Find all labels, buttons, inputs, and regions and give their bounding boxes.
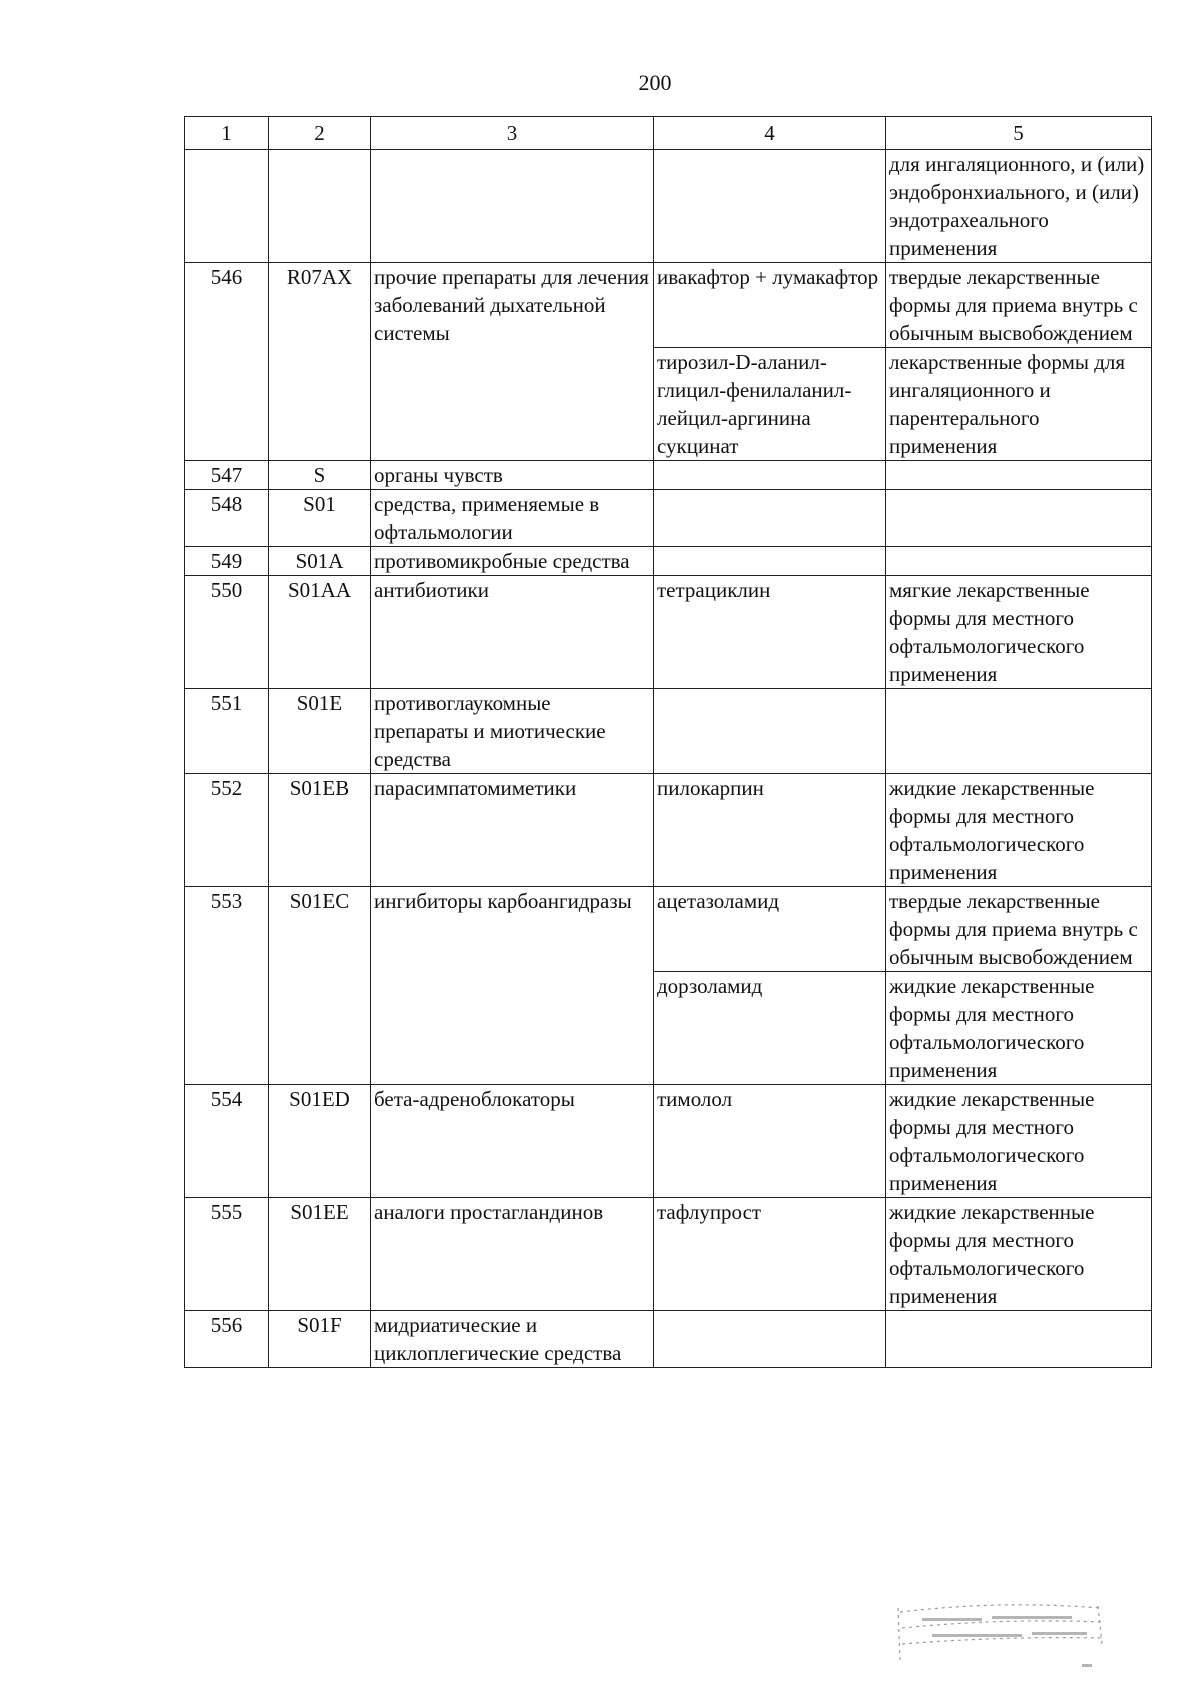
dosage-form-cell: жидкие лекарственные формы для местного офтальмологического применения <box>886 1198 1152 1311</box>
atc-code-cell: S01EC <box>269 887 371 1085</box>
table-row <box>185 461 1152 490</box>
header-col-1: 1 <box>185 117 269 150</box>
table-row <box>185 1085 1152 1198</box>
header-col-2: 2 <box>269 117 371 150</box>
table-row <box>185 774 1152 887</box>
dosage-form-cell: жидкие лекарственные формы для местного офтальмологического применения <box>886 972 1152 1085</box>
group-name-cell: аналоги простагландинов <box>371 1198 654 1311</box>
number-cell: 554 <box>185 1085 269 1198</box>
number-cell: 546 <box>185 263 269 461</box>
drug-name-cell: тетрациклин <box>654 576 886 689</box>
drug-name-cell: пилокарпин <box>654 774 886 887</box>
continuation-row <box>185 150 1152 263</box>
number-cell: 551 <box>185 689 269 774</box>
drug-table <box>184 116 1152 1368</box>
group-name-cell: ингибиторы карбоангидразы <box>371 887 654 1085</box>
atc-code-cell: S01ED <box>269 1085 371 1198</box>
drug-name-cell: дорзоламид <box>654 972 886 1085</box>
dosage-form-cell <box>886 547 1152 576</box>
table-body <box>185 150 1152 1368</box>
drug-name-cell: тимолол <box>654 1085 886 1198</box>
dosage-form-cell: твердые лекарственные формы для приема внутрь с обычным высвобождением <box>886 263 1152 348</box>
number-cell: 553 <box>185 887 269 1085</box>
dosage-form-cell: мягкие лекарственные формы для местного офтальмологического применения <box>886 576 1152 689</box>
number-cell: 555 <box>185 1198 269 1311</box>
atc-code-cell: S01A <box>269 547 371 576</box>
group-name-cell: органы чувств <box>371 461 654 490</box>
drug-name-cell: ивакафтор + лумакафтор <box>654 263 886 348</box>
group-name-cell: прочие препараты для лечения заболеваний дыхательной системы <box>371 263 654 461</box>
atc-code-cell: S01EB <box>269 774 371 887</box>
atc-code-cell: S01 <box>269 490 371 547</box>
number-cell: 552 <box>185 774 269 887</box>
dosage-form-cell: твердые лекарственные формы для приема внутрь с обычным высвобождением <box>886 887 1152 972</box>
drug-name-cell: ацетазоламид <box>654 887 886 972</box>
dosage-form-cell: жидкие лекарственные формы для местного офтальмологического применения <box>886 1085 1152 1198</box>
drug-name-cell: тирозил-D-аланил-глицил-фенилаланил-лейцил-аргинина сукцинат <box>654 348 886 461</box>
number-cell: 550 <box>185 576 269 689</box>
dosage-form-cell <box>886 461 1152 490</box>
table-row <box>185 1311 1152 1368</box>
number-cell: 556 <box>185 1311 269 1368</box>
group-name-cell: средства, применяемые в офтальмологии <box>371 490 654 547</box>
stamp-mark <box>892 1598 1112 1676</box>
group-name-cell: парасимпатомиметики <box>371 774 654 887</box>
number-cell: 549 <box>185 547 269 576</box>
table-row <box>185 547 1152 576</box>
table-row <box>185 689 1152 774</box>
atc-code-cell: R07AX <box>269 263 371 461</box>
drug-name-cell <box>654 1311 886 1368</box>
group-name-cell: антибиотики <box>371 576 654 689</box>
drug-name-cell <box>654 461 886 490</box>
atc-code-cell: S <box>269 461 371 490</box>
atc-code-cell: S01AA <box>269 576 371 689</box>
group-name-cell: мидриатические и циклоплегические средства <box>371 1311 654 1368</box>
dosage-form-cell <box>886 689 1152 774</box>
drug-name-cell <box>654 490 886 547</box>
dosage-form-cell <box>886 490 1152 547</box>
table-row <box>185 887 1152 972</box>
dosage-form-cell: лекарственные формы для ингаляционного и парентерального применения <box>886 348 1152 461</box>
number-cell: 547 <box>185 461 269 490</box>
header-col-3: 3 <box>371 117 654 150</box>
table-row <box>185 490 1152 547</box>
dosage-form-cell: жидкие лекарственные формы для местного офтальмологического применения <box>886 774 1152 887</box>
group-name-cell: противоглаукомные препараты и миотические средства <box>371 689 654 774</box>
table-row <box>185 576 1152 689</box>
header-col-4: 4 <box>654 117 886 150</box>
atc-code-cell: S01E <box>269 689 371 774</box>
header-row <box>185 117 1152 150</box>
group-name-cell: противомикробные средства <box>371 547 654 576</box>
header-col-5: 5 <box>886 117 1152 150</box>
page-number: 200 <box>638 70 672 95</box>
continuation-form-cell: для ингаляционного, и (или) эндобронхиального, и (или) эндотрахеального применения <box>886 150 1152 263</box>
drug-name-cell <box>654 547 886 576</box>
table-row <box>185 1198 1152 1311</box>
group-name-cell: бета-адреноблокаторы <box>371 1085 654 1198</box>
drug-name-cell: тафлупрост <box>654 1198 886 1311</box>
atc-code-cell: S01F <box>269 1311 371 1368</box>
number-cell: 548 <box>185 490 269 547</box>
dosage-form-cell <box>886 1311 1152 1368</box>
drug-name-cell <box>654 689 886 774</box>
atc-code-cell: S01EE <box>269 1198 371 1311</box>
table-row <box>185 263 1152 348</box>
